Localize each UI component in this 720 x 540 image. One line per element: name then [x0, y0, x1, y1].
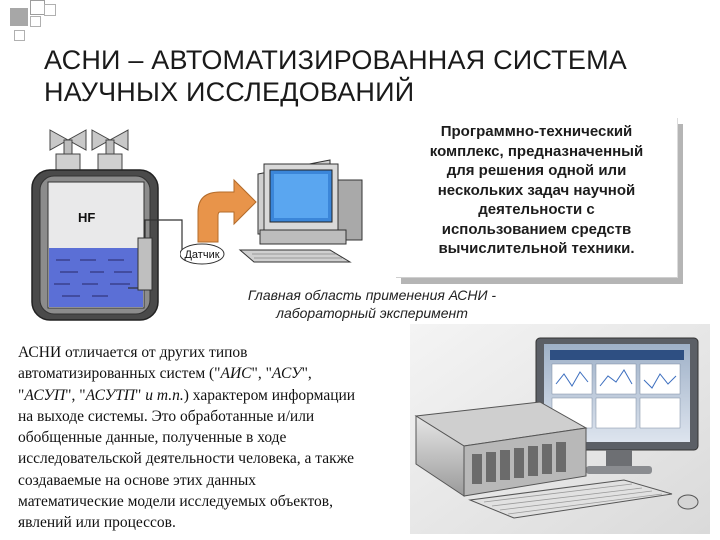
application-caption [222, 286, 522, 322]
text-span: ", [301, 365, 312, 383]
corner-square-large [10, 8, 28, 26]
arrow-icon [198, 180, 256, 242]
callout-line: вычислительной техники. [438, 240, 635, 257]
vessel-label: HF [78, 210, 96, 225]
body-line: обобщенные данные, полученные в ходе [18, 429, 287, 447]
callout-line: для решения одной или [446, 162, 627, 179]
callout-line: комплекс, предназначенный [429, 142, 644, 160]
caption-line-2: лабораторный эксперимент [276, 305, 468, 321]
body-line: создаваемые на основе этих данных [18, 471, 257, 489]
text-span: ", " [251, 365, 272, 383]
page-title [44, 44, 684, 108]
text-span: ", " [65, 386, 86, 404]
text-span: автоматизированных систем (" [18, 365, 221, 383]
body-line: АСНИ отличается от других типов [18, 344, 248, 361]
corner-square-small-outline [30, 0, 45, 15]
description-text [18, 342, 418, 534]
text-span: " [135, 386, 146, 404]
mouse-icon [678, 495, 698, 509]
text-span: " [18, 386, 25, 404]
lab-equipment-photo [410, 324, 710, 534]
body-line: исследовательской деятельности человека, а также [18, 450, 355, 468]
probe [138, 238, 152, 290]
abbr-span: АСУ [271, 365, 302, 383]
body-line [18, 385, 418, 406]
callout-line: нескольких задач научной [437, 181, 636, 199]
definition-callout [396, 118, 678, 278]
callout-line: деятельности с [478, 201, 595, 218]
title-line-1: АСНИ – АВТОМАТИЗИРОВАННАЯ СИСТЕМА [44, 45, 627, 75]
callout-line: использованием средств [441, 220, 632, 238]
body-line: явлений или процессов. [18, 514, 176, 532]
body-line: математические модели исследуемых объектов, [18, 493, 333, 511]
computer-diagram [180, 150, 400, 270]
title-line-2: НАУЧНЫХ ИССЛЕДОВАНИЙ [44, 77, 415, 107]
liquid [49, 248, 143, 307]
sensor-label: Датчик [184, 249, 220, 261]
text-span: ) характером информации [183, 386, 356, 404]
callout-line: Программно-технический [440, 123, 633, 140]
abbr-span: АСУП [24, 386, 66, 404]
abbr-span: АСУТП [85, 386, 136, 404]
corner-square-outline [30, 16, 41, 27]
body-line [18, 363, 418, 384]
vessel-diagram [0, 110, 200, 340]
abbr-span: и т.п. [145, 386, 184, 404]
abbr-span: АИС [220, 365, 252, 383]
corner-square-small-outline [44, 4, 56, 16]
caption-line-1: Главная область применения АСНИ - [247, 287, 497, 303]
corner-square-small [14, 30, 25, 41]
computer-icon [240, 160, 362, 262]
body-line: на выходе системы. Это обработанные и/или [18, 407, 315, 425]
